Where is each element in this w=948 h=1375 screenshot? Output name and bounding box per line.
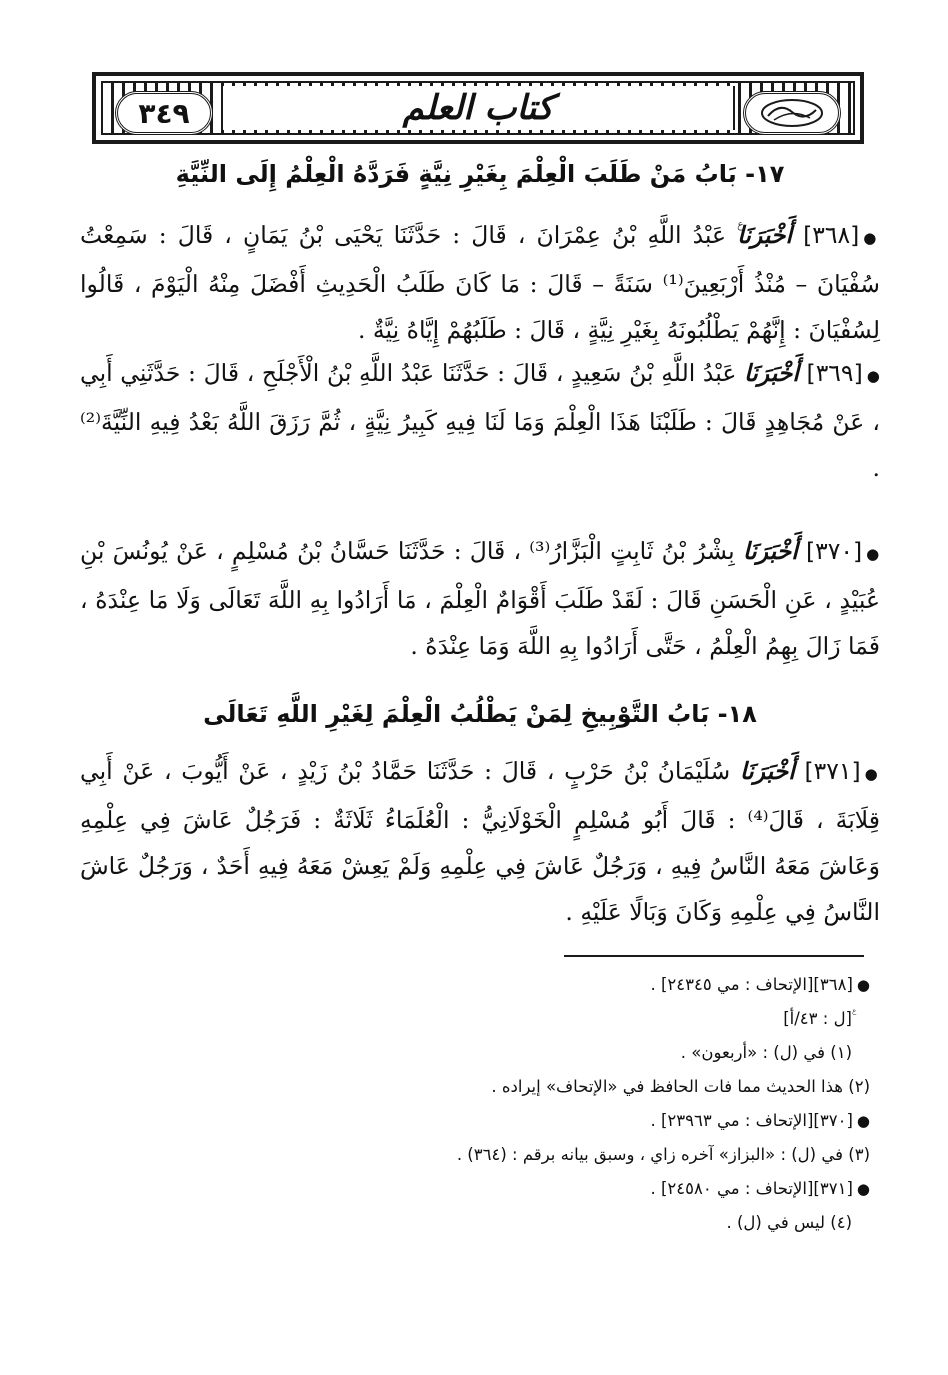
hadith-number: [٣٧٠] — [805, 537, 863, 565]
footnote-item: ●[٣٧١][الإتحاف : مي ٢٤٥٨٠] . — [650, 1179, 870, 1198]
footnote-item: ࣖ[ل : ٤٣/أ] — [783, 1009, 852, 1028]
hadith-368 — [80, 212, 880, 353]
running-title: كتاب العلم — [402, 88, 554, 128]
hadith-370 — [80, 528, 880, 669]
footnote-item: (٣) في (ل) : «البزاز» آخره زاي ، وسبق بيانه برقم : (٣٦٤) . — [456, 1145, 870, 1164]
bullet-icon: ● — [864, 765, 880, 783]
footnote-item: (٤) ليس في (ل) . — [726, 1213, 852, 1232]
header-title-panel — [221, 86, 735, 130]
chapter-heading-18: ١٨- بَابُ التَّوْبِيخِ لِمَنْ يَطْلُبُ الْعِلْمَ لِغَيْرِ اللَّهِ تَعَالَى — [203, 700, 757, 728]
footnote-separator — [564, 955, 864, 957]
hadith-opening: أَخْبَرَنَا — [742, 537, 798, 565]
footnotes — [80, 968, 870, 1240]
hadith-number: [٣٦٩] — [806, 359, 863, 387]
hadith-text: سُلَيْمَانُ بْنُ حَرْبٍ ، قَالَ : حَدَّثَنَا حَمَّادُ بْنُ زَيْدٍ ، عَنْ أَيُّوبَ ، عَنْ أَبِي قِلَابَةَ ، قَالَ⁽⁴⁾ : قَالَ أَبُو مُسْلِمٍ الْخَوْلَانِيُّ : الْعُلَمَاءُ ثَلَاثَةٌ : فَرَجُلٌ عَاشَ فِي عِلْمِهِ وَعَاشَ مَعَهُ النَّاسُ فِيهِ ، وَرَجُلٌ عَاشَ فِي عِلْمِهِ وَلَمْ يَعِشْ مَعَهُ فِيهِ أَحَدٌ ، وَرَجُلٌ عَاشَ النَّاسُ فِي عِلْمِهِ وَكَانَ وَبَالًا عَلَيْهِ . — [80, 757, 880, 926]
hadith-opening: أَخْبَرَنَا — [739, 757, 795, 785]
bullet-icon: ● — [856, 976, 870, 994]
bullet-icon: ● — [866, 545, 880, 563]
page-number: ٣٤٩ — [115, 91, 213, 135]
footnote-item: ●[٣٦٨][الإتحاف : مي ٢٤٣٤٥] . — [650, 975, 870, 994]
page-header — [92, 72, 864, 144]
hadith-opening: أَخْبَرَنَا — [744, 359, 799, 387]
hadith-number: [٣٦٨] — [803, 221, 860, 249]
chapter-heading-17: ١٧- بَابُ مَنْ طَلَبَ الْعِلْمَ بِغَيْرِ نِيَّةٍ فَرَدَّهُ الْعِلْمُ إِلَى النِّيَّةِ — [175, 160, 785, 188]
hadith-number: [٣٧١] — [804, 757, 861, 785]
hadith-opening: أَخْبَرَنَا — [737, 221, 792, 249]
bullet-icon: ● — [856, 1112, 870, 1130]
footnote-item: (٢) هذا الحديث مما فات الحافظ في «الإتحاف» إيراده . — [491, 1077, 870, 1096]
hadith-text: عَبْدُ اللَّهِ بْنُ عِمْرَانَ ، قَالَ : حَدَّثَنَا يَحْيَى بْنُ يَمَانٍ ، قَالَ : سَمِعْتُ سُفْيَانَ – مُنْذُ أَرْبَعِينَ⁽¹⁾ سَنَةً – قَالَ : مَا كَانَ طَلَبُ الْحَدِيثِ أَفْضَلَ مِنْهُ الْيَوْمَ ، قَالُوا لِسُفْيَانَ : إِنَّهُمْ يَطْلُبُونَهُ بِغَيْرِ نِيَّةٍ ، قَالَ : طَلَبُهُمْ إِيَّاهُ نِيَّةٌ . — [80, 221, 880, 344]
hadith-371 — [80, 748, 880, 935]
bullet-icon: ● — [866, 367, 880, 385]
publisher-emblem — [743, 91, 841, 135]
bullet-icon: ● — [856, 1180, 870, 1198]
emblem-icon — [746, 94, 838, 132]
bullet-icon: ● — [863, 229, 880, 247]
footnote-item: (١) في (ل) : «أربعون» . — [680, 1043, 852, 1062]
header-ornament-band — [101, 81, 855, 135]
hadith-text: بِشْرُ بْنُ ثَابِتٍ الْبَزَّارُ⁽³⁾ ، قَالَ : حَدَّثَنَا حَسَّانُ بْنُ مُسْلِمٍ ، عَنْ يُونُسَ بْنِ عُبَيْدٍ ، عَنِ الْحَسَنِ قَالَ : لَقَدْ طَلَبَ أَقْوَامٌ الْعِلْمَ ، مَا أَرَادُوا بِهِ اللَّهَ تَعَالَى وَلَا مَا عِنْدَهُ ، فَمَا زَالَ بِهِمُ الْعِلْمُ ، حَتَّى أَرَادُوا بِهِ اللَّهَ وَمَا عِنْدَهُ . — [80, 537, 880, 660]
hadith-369 — [80, 350, 880, 491]
hadith-text: عَبْدُ اللَّهِ بْنُ سَعِيدٍ ، قَالَ : حَدَّثَنَا عَبْدُ اللَّهِ بْنُ الْأَجْلَحِ ، قَالَ : حَدَّثَنِي أَبِي ، عَنْ مُجَاهِدٍ قَالَ : طَلَبْنَا هَذَا الْعِلْمَ وَمَا لَنَا فِيهِ كَبِيرُ نِيَّةٍ ، ثُمَّ رَزَقَ اللَّهُ بَعْدُ فِيهِ النِّيَّةَ⁽²⁾ . — [80, 359, 880, 482]
footnote-item: ●[٣٧٠][الإتحاف : مي ٢٣٩٦٣] . — [650, 1111, 870, 1130]
